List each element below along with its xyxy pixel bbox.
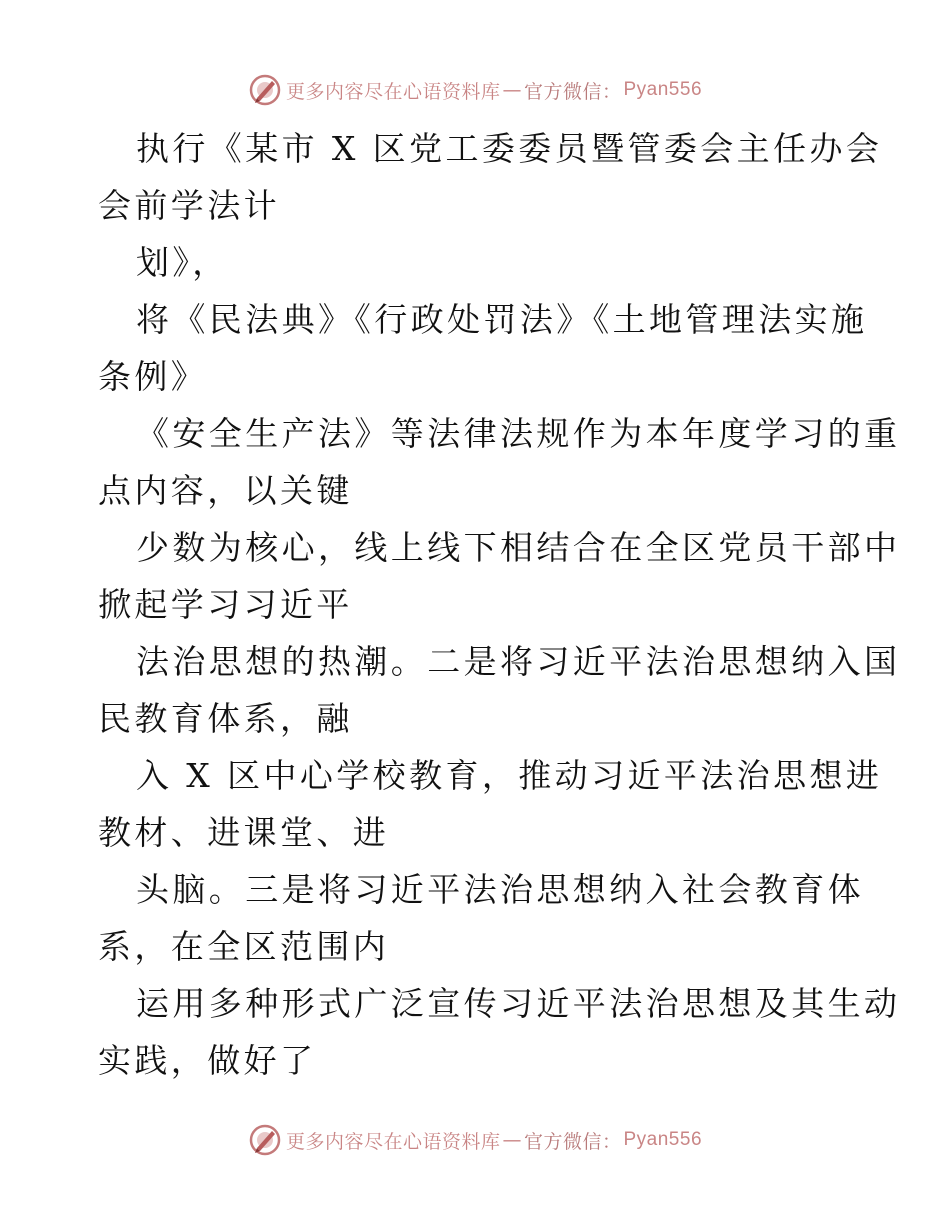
body-line: 教材、进课堂、进: [98, 813, 390, 852]
watermark-main-text: 更多内容尽在心语资料库: [285, 1130, 501, 1153]
body-line: 划》，: [136, 243, 229, 282]
body-line: 掀起学习习近平: [98, 585, 353, 624]
pen-nib-circle-icon: [248, 1123, 282, 1157]
footer-watermark: [0, 1120, 950, 1160]
body-line: 执行《某市 X 区党工委委员暨管委会主任办会: [136, 129, 883, 168]
body-line: 点内容，以关键: [98, 471, 353, 510]
body-line: 系，在全区范围内: [98, 927, 390, 966]
body-line: 入 X 区中心学校教育，推动习近平法治思想进: [136, 756, 883, 795]
header-watermark: [0, 70, 950, 110]
body-line: 头脑。三是将习近平法治思想纳入社会教育体: [136, 870, 864, 909]
body-line: 民教育体系，融: [98, 699, 353, 738]
document-body: [98, 120, 901, 1089]
watermark-wechat-id: Pyan556: [623, 1129, 703, 1150]
watermark-separator: —: [502, 1129, 522, 1151]
body-line: 运用多种形式广泛宣传习近平法治思想及其生动: [136, 984, 901, 1023]
body-line: 实践，做好了: [98, 1041, 317, 1080]
watermark-sub-text: 官方微信：: [523, 80, 622, 103]
body-line: 将《民法典》《行政处罚法》《土地管理法实施: [136, 300, 868, 339]
watermark-separator: —: [502, 79, 522, 101]
body-line: 《安全生产法》等法律法规作为本年度学习的重: [136, 414, 901, 453]
watermark-main-text: 更多内容尽在心语资料库: [285, 80, 501, 103]
watermark-wechat-id: Pyan556: [623, 79, 703, 100]
watermark-sub-text: 官方微信：: [523, 1130, 622, 1153]
body-line: 法治思想的热潮。二是将习近平法治思想纳入国: [136, 642, 901, 681]
body-line: 少数为核心，线上线下相结合在全区党员干部中: [136, 528, 901, 567]
body-line: 会前学法计: [98, 186, 280, 225]
pen-nib-circle-icon: [248, 73, 282, 107]
body-line: 条例》: [98, 357, 208, 396]
